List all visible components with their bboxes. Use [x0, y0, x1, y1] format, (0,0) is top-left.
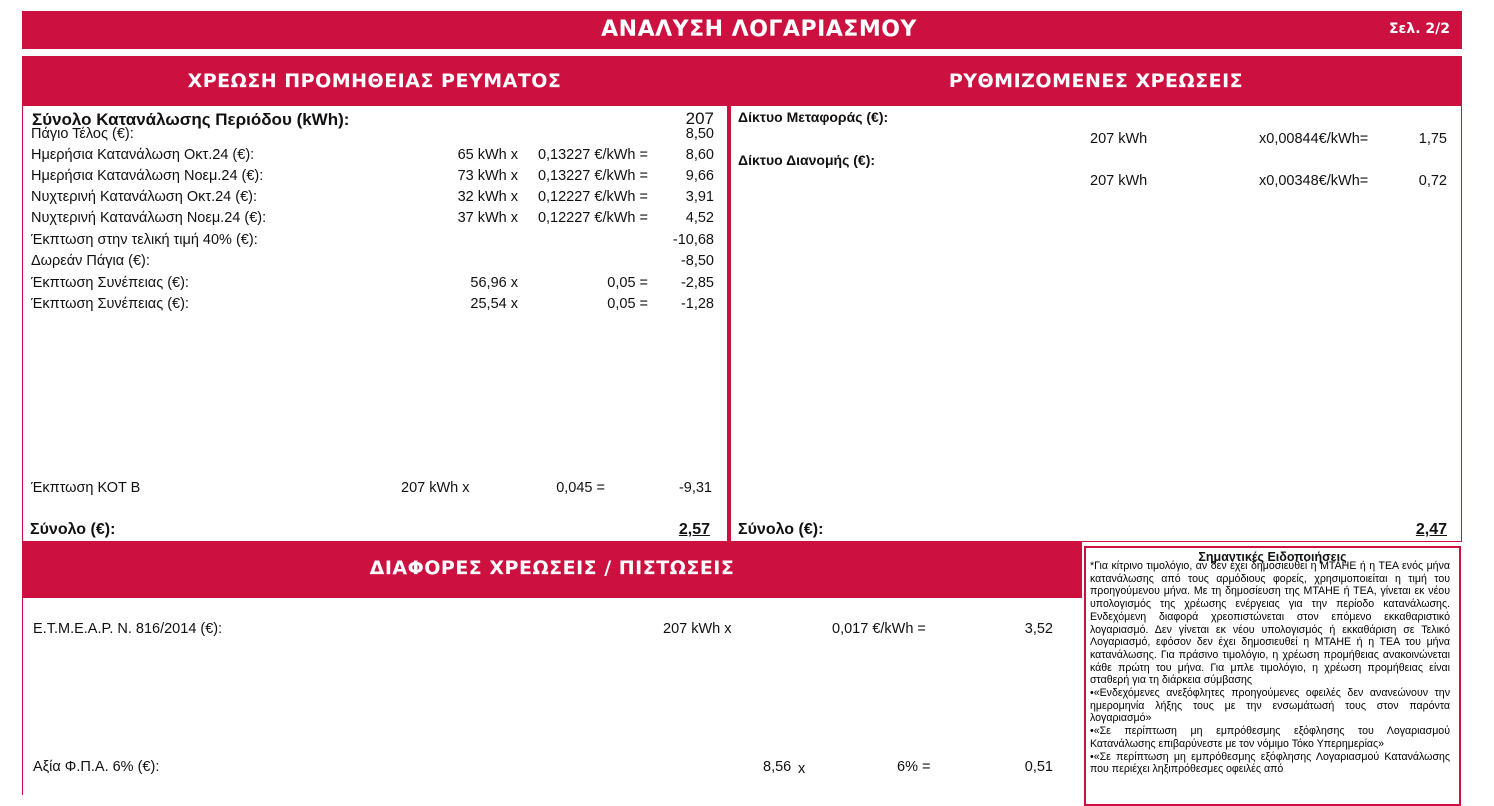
misc-row-qty: 207 kWh x — [663, 621, 732, 637]
row-label: Νυχτερινή Κατανάλωση Οκτ.24 (€): — [31, 189, 258, 205]
row-amount: -2,85 — [680, 275, 714, 291]
notice-paragraph: •«Ενδεχόμενες ανεξόφλητες προηγούμενες οφειλές δεν ανανεώνουν την ημερομηνία λήξης τους με την ενσωμάτωσή τους στον παρόντα λογαριασμό» — [1090, 687, 1450, 725]
misc-row-qty: 8,56 — [763, 759, 792, 775]
row-qty: 73 kWh x — [457, 168, 518, 184]
row-amount: 3,91 — [685, 189, 714, 205]
regulated-total-value: 2,47 — [1415, 521, 1447, 538]
page-number: Σελ. 2/2 — [1388, 21, 1450, 37]
row-qty: 56,96 x — [470, 275, 518, 291]
row-amount: 4,52 — [685, 210, 714, 226]
row-amount: 8,50 — [685, 126, 714, 142]
row-rate: 0,12227 €/kWh = — [537, 189, 648, 205]
misc-title: ΔΙΑΦΟΡΕΣ ΧΡΕΩΣΕΙΣ / ΠΙΣΤΩΣΕΙΣ — [369, 557, 735, 579]
notices-title: Σημαντικές Ειδοποιήσεις — [1198, 550, 1347, 564]
row-rate: 0,13227 €/kWh = — [537, 168, 648, 184]
regulated-item-amount: 1,75 — [1418, 131, 1447, 147]
row-rate: 0,13227 €/kWh = — [537, 147, 648, 163]
row-qty: 25,54 x — [470, 296, 518, 312]
regulated-item-rate: x0,00844€/kWh= — [1259, 131, 1369, 147]
regulated-total-label: Σύνολο (€): — [738, 521, 824, 538]
regulated-title-bar — [730, 56, 1462, 106]
supply-total-value: 2,57 — [678, 521, 710, 538]
row-qty: 65 kWh x — [457, 147, 518, 163]
row-label: Δωρεάν Πάγια (€): — [31, 253, 150, 269]
row-label: Νυχτερινή Κατανάλωση Νοεμ.24 (€): — [31, 210, 267, 226]
regulated-section — [730, 56, 1462, 542]
regulated-item-amount: 0,72 — [1418, 173, 1447, 189]
consumption-label: Σύνολο Κατανάλωσης Περιόδου (kWh): — [32, 110, 350, 129]
regulated-item-label: Δίκτυο Μεταφοράς (€): — [738, 109, 889, 125]
kot-qty: 207 kWh x — [401, 480, 470, 496]
row-amount: -1,28 — [680, 296, 714, 312]
regulated-item-label: Δίκτυο Διανομής (€): — [738, 152, 876, 168]
regulated-item-qty: 207 kWh — [1090, 173, 1148, 189]
regulated-title: ΡΥΘΜΙΖΟΜΕΝΕΣ ΧΡΕΩΣΕΙΣ — [948, 70, 1244, 92]
kot-rate: 0,045 = — [556, 480, 605, 496]
row-label: Έκπτωση στην τελική τιμή 40% (€): — [31, 232, 258, 248]
row-rate: 0,05 = — [607, 275, 648, 291]
row-amount: -10,68 — [672, 232, 714, 248]
misc-title-bar — [22, 541, 1082, 598]
page-title: ΑΝΑΛΥΣΗ ΛΟΓΑΡΙΑΣΜΟΥ — [601, 17, 917, 42]
row-label: Ημερήσια Κατανάλωση Νοεμ.24 (€): — [31, 168, 264, 184]
section-divider — [727, 56, 730, 542]
misc-row-rate: 6% = — [897, 759, 931, 775]
supply-title-bar — [22, 56, 727, 106]
row-amount: 9,66 — [685, 168, 714, 184]
kot-label: Έκπτωση ΚΟΤ Β — [31, 480, 141, 496]
row-qty: 37 kWh x — [457, 210, 518, 226]
kot-amount: -9,31 — [678, 480, 712, 496]
notice-paragraph: *Για κίτρινο τιμολόγιο, αν δεν έχει δημοσιευθεί η ΜΤΑΗΕ ή η ΤΕΑ ενός μήνα κατανάλωσης από τους αρμόδιους φορείς, χρησιμοποιείται η τιμή του προηγούμενου μήνα. Με τη δημοσίευση της ΜΤΑΗΕ ή ΤΕΑ, γίνεται εκ νέου υπολογισμός της χρέωσης ενέργειας για την περίοδο κατανάλωσης. Ενδεχόμενη διαφορά χρεοπιστώνεται στον επόμενο εκκαθαριστικό λογαριασμό. Δεν γίνεται εκ νέου υπολογισμός ή εκκαθάριση σε Τελικό Λογαριασμό, εφόσον δεν έχει δημοσιευθεί η ΜΤΑΗΕ ή η ΤΕΑ του μήνα κατανάλωσης. Για πράσινο τιμολόγιο, η χρέωση προμήθειας ανακοινώνεται κάθε πρώτη του μήνα. Για μπλε τιμολόγιο, η χρέωση προμήθειας είναι σταθερή για τη διάρκεια σύμβασης — [1090, 560, 1450, 687]
misc-row-label: Αξία Φ.Π.Α. 6% (€): — [33, 759, 160, 775]
row-rate: 0,05 = — [607, 296, 648, 312]
regulated-item-rate: x0,00348€/kWh= — [1259, 173, 1369, 189]
page-header-bar — [22, 11, 1462, 49]
row-label: Πάγιο Τέλος (€): — [31, 126, 134, 142]
notices-body — [1090, 560, 1450, 776]
misc-row-label: Ε.Τ.Μ.Ε.Α.Ρ. Ν. 816/2014 (€): — [33, 621, 223, 637]
misc-row-x: x — [798, 761, 806, 777]
row-label: Έκπτωση Συνέπειας (€): — [31, 275, 189, 291]
row-qty: 32 kWh x — [457, 189, 518, 205]
row-rate: 0,12227 €/kWh = — [537, 210, 648, 226]
supply-total-label: Σύνολο (€): — [30, 521, 116, 538]
notices-box — [1084, 546, 1461, 806]
regulated-item-qty: 207 kWh — [1090, 131, 1148, 147]
misc-row-rate: 0,017 €/kWh = — [832, 621, 926, 637]
row-label: Έκπτωση Συνέπειας (€): — [31, 296, 189, 312]
misc-row-amount: 0,51 — [1024, 759, 1053, 775]
notice-paragraph: •«Σε περίπτωση μη εμπρόθεσμης εξόφλησης Λογαριασμού Κατανάλωσης που περιέχει ληξιπρόθεσμες οφειλές από — [1090, 750, 1450, 776]
row-label: Ημερήσια Κατανάλωση Οκτ.24 (€): — [31, 147, 255, 163]
misc-section-border — [22, 598, 23, 795]
row-amount: -8,50 — [680, 253, 714, 269]
consumption-value: 207 — [685, 109, 714, 128]
row-amount: 8,60 — [685, 147, 714, 163]
notice-paragraph: •«Σε περίπτωση μη εμπρόθεσμης εξόφλησης του Λογαριασμού Κατανάλωσης επιβαρύνεστε με τον νόμιμο Τόκο Υπερημερίας» — [1090, 725, 1450, 750]
misc-row-amount: 3,52 — [1024, 621, 1053, 637]
supply-title: ΧΡΕΩΣΗ ΠΡΟΜΗΘΕΙΑΣ ΡΕΥΜΑΤΟΣ — [187, 70, 562, 92]
